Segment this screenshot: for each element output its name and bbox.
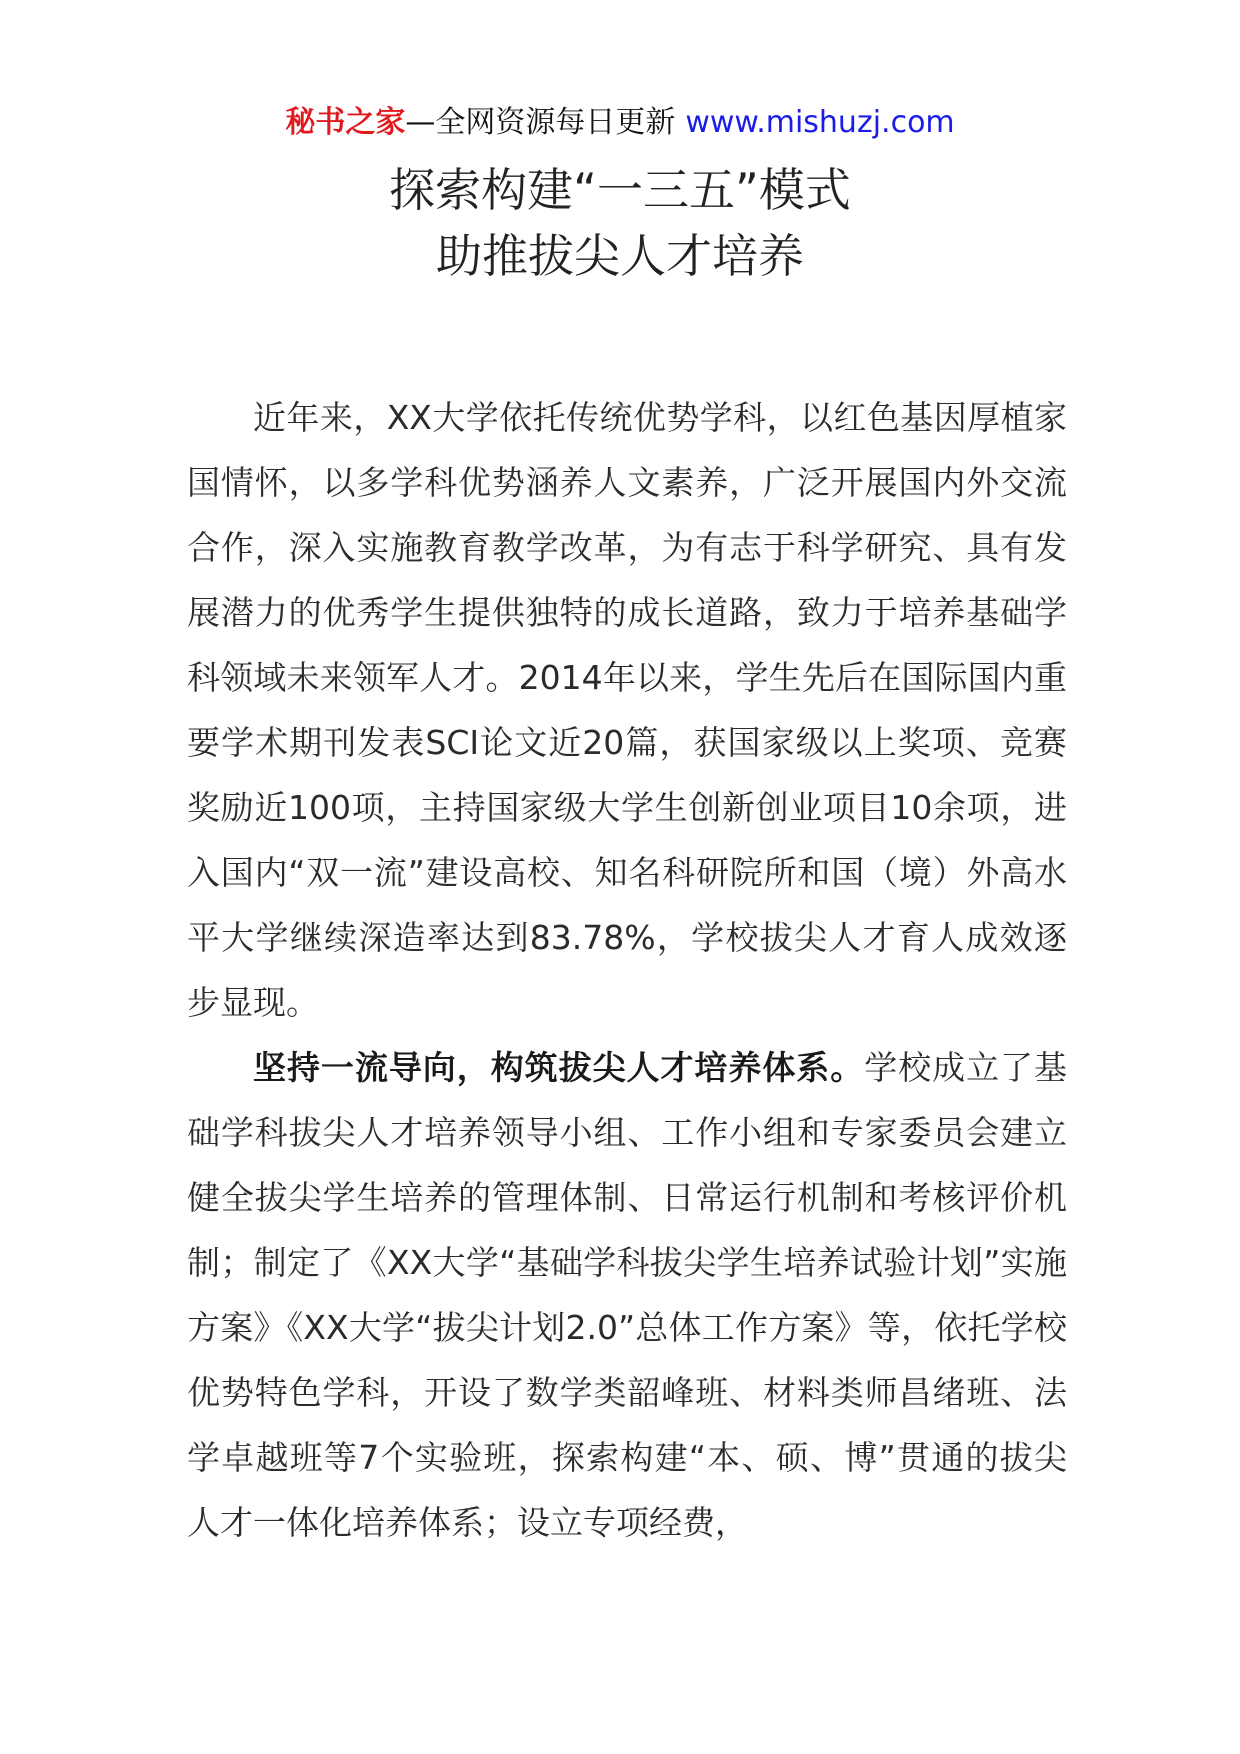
paragraph-1: 近年来，XX大学依托传统优势学科，以红色基因厚植家国情怀，以多学科优势涵养人文素养，广泛开展国内外交流合作，深入实施教育教学改革，为有志于科学研究、具有发展潜力的优秀学生提供独特的成长道路，致力于培养基础学科领域未来领军人才。2014年以来，学生先后在国际国内重要学术期刊发表SCI论文近20篇，获国家级以上奖项、竞赛奖励近100项，主持国家级大学生创新创业项目10余项，进入国内“双一流”建设高校、知名科研院所和国（境）外高水平大学继续深造率达到83.78%，学校拔尖人才育人成效逐步显现。	[187, 398, 1067, 1022]
document-title-line2: 助推拔尖人才培养	[436, 229, 804, 283]
site-tagline: —全网资源每日更新	[405, 105, 676, 140]
paragraph-2-body: 学校成立了基础学科拔尖人才培养领导小组、工作小组和专家委员会建立健全拔尖学生培养的管理体制、日常运行机制和考核评价机制；制定了《XX大学“基础学科拔尖学生培养试验计划”实施方案》《XX大学“拔尖计划2.0”总体工作方案》等，依托学校优势特色学科，开设了数学类韶峰班、材料类师昌绪班、法学卓越班等7个实验班，探索构建“本、硕、博”贯通的拔尖人才一体化培养体系；设立专项经费，	[187, 1048, 1068, 1542]
document-title-line1: 探索构建“一三五”模式	[389, 163, 851, 217]
document-body	[187, 385, 1067, 1555]
site-header	[0, 103, 1240, 143]
site-brand: 秘书之家	[285, 105, 406, 140]
paragraph-2	[187, 1035, 1067, 1555]
paragraph-2-lead: 坚持一流导向，构筑拔尖人才培养体系。	[253, 1048, 865, 1087]
site-url-link[interactable]: www.mishuzj.com	[685, 105, 955, 140]
